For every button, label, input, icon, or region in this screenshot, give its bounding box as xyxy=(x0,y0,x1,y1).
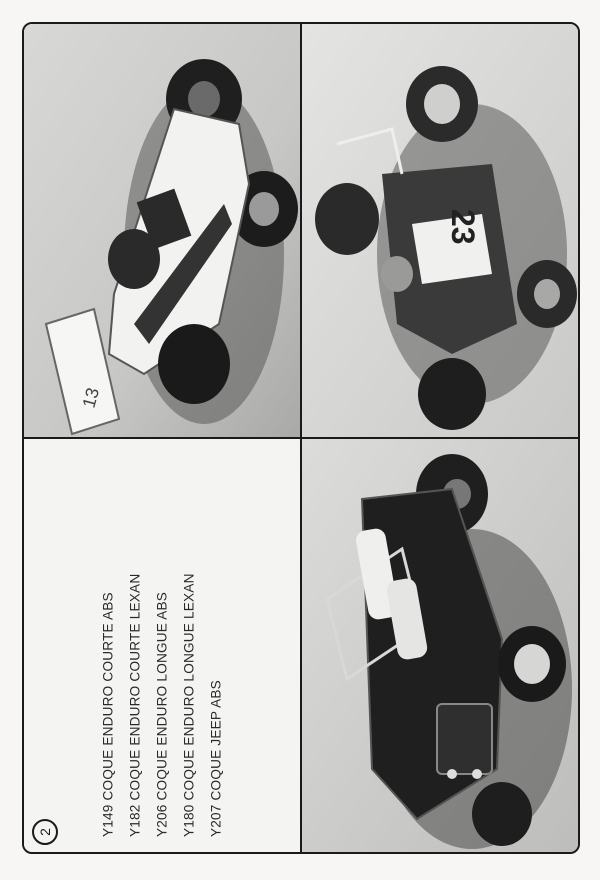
list-item: Y149 COQUE ENDURO COURTE ABS xyxy=(100,592,116,837)
page-number: 2 xyxy=(32,819,58,845)
catalog-page xyxy=(22,22,580,854)
list-item: Y207 COQUE JEEP ABS xyxy=(208,680,224,837)
rc-jeep-photo xyxy=(302,439,580,854)
product-list xyxy=(95,457,230,837)
svg-text:23: 23 xyxy=(445,209,481,245)
svg-text:13: 13 xyxy=(78,385,104,411)
list-item: Y206 COQUE ENDURO LONGUE ABS xyxy=(154,591,170,837)
rc-buggy-photo xyxy=(24,24,300,437)
list-item: Y180 COQUE ENDURO LONGUE LEXAN xyxy=(181,573,197,837)
rc-buggy-numbered-photo xyxy=(302,24,580,437)
list-item: Y182 COQUE ENDURO COURTE LEXAN xyxy=(127,573,143,837)
horizontal-divider xyxy=(24,437,578,439)
product-list-panel xyxy=(24,439,300,854)
